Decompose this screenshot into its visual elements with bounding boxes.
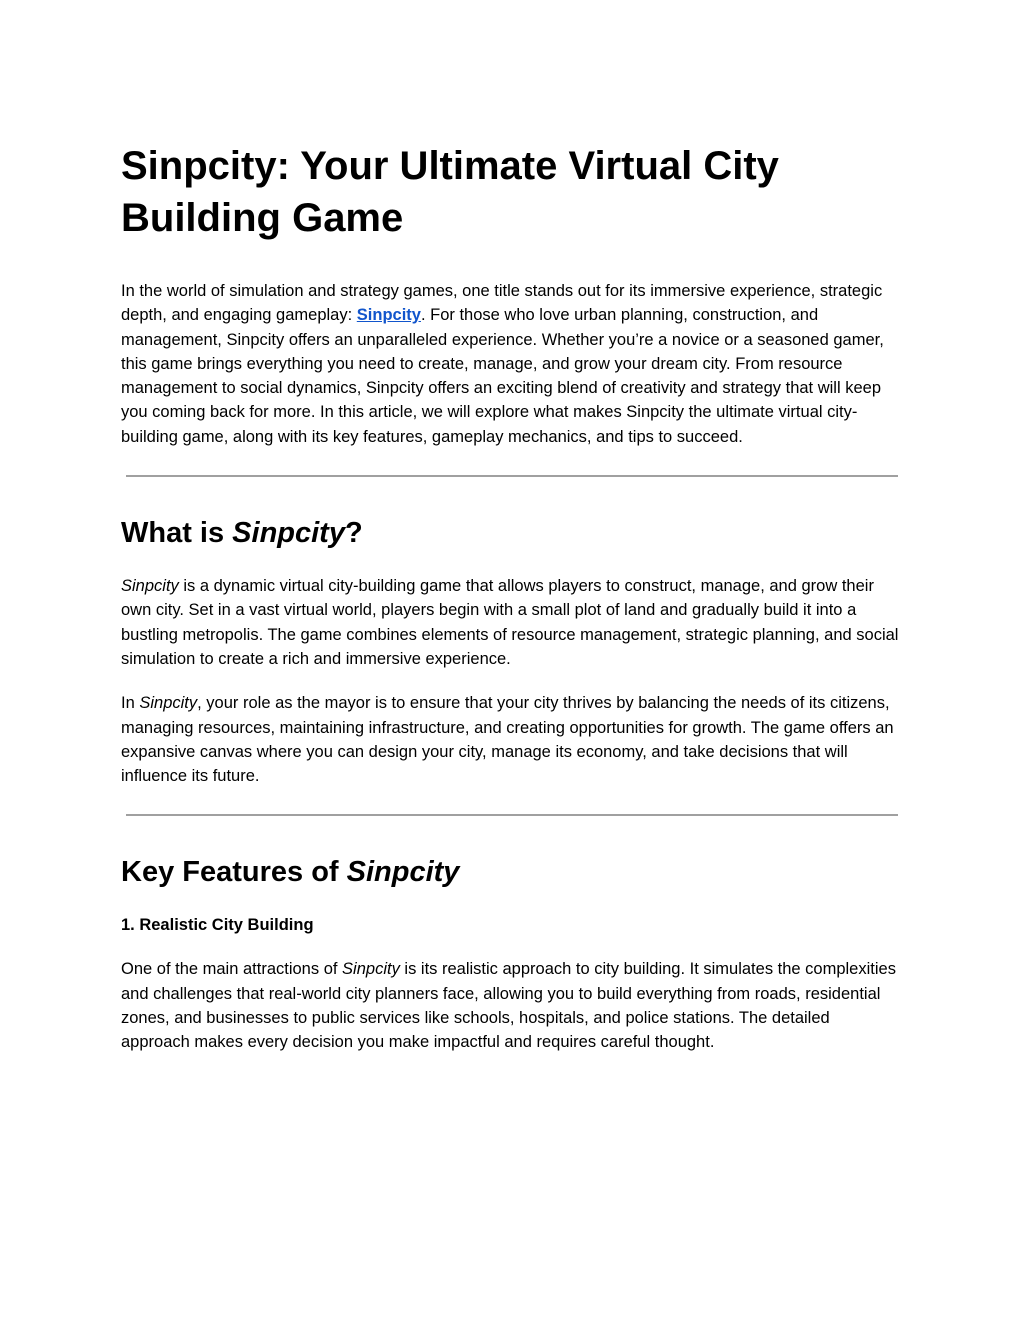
intro-paragraph [121,279,901,449]
section-heading-what-is [121,515,901,551]
game-name-emphasis: Sinpcity [139,694,198,713]
heading-suffix: ? [344,517,363,550]
paragraph-text: , your role as the mayor is to ensure that your city thrives by balancing the needs of its citizens, managing resources, maintaining infrastructure, and creating opportunities for growth. The game offers an expansive canvas where you can design your city, manage its economy, and take decisions that will influence its future. [121,694,894,786]
heading-emphasis: Sinpcity [346,856,460,889]
heading-text: What is [121,517,233,550]
paragraph-text: is its realistic approach to city building. It simulates the complexities and challenges that real-world city planners face, allowing you to build everything from roads, residential zones, and businesses to public services like schools, hospitals, and police stations. The detailed approach makes every decision you make impactful and requires careful thought. [121,960,896,1052]
document-page [121,140,901,1075]
intro-text-after-link: . For those who love urban planning, construction, and management, Sinpcity offers an unparalleled experience. Whether you’re a novice or a seasoned gamer, this game brings everything you need to create, manage, and grow your dream city. From resource management to social dynamics, Sinpcity offers an exciting blend of creativity and strategy that will keep you coming back for more. In this article, we will explore what makes Sinpcity the ultimate virtual city-building game, along with its key features, gameplay mechanics, and tips to succeed. [121,306,884,446]
paragraph-prefix: In [121,694,140,713]
heading-emphasis: Sinpcity [232,517,345,550]
paragraph-text: is a dynamic virtual city-building game that allows players to construct, manage, and grow their own city. Set in a vast virtual world, players begin with a small plot of land and gradually build it into a bustling metropolis. The game combines elements of resource management, strategic planning, and social simulation to create a rich and immersive experience. [121,577,899,668]
paragraph-prefix: One of the main attractions of [121,960,343,979]
realistic-city-building-paragraph [121,957,901,1054]
article-title: Sinpcity: Your Ultimate Virtual City Building Game [121,144,779,240]
game-name-emphasis: Sinpcity [121,577,179,596]
intro-text-before-link: In the world of simulation and strategy games, one title stands out for its immersive experience, strategic depth, and engaging gameplay: [121,282,883,325]
heading-text: Key Features of [121,856,347,889]
what-is-paragraph-1 [121,574,901,671]
sinpcity-link[interactable]: Sinpcity [356,306,421,325]
game-name-emphasis: Sinpcity [342,960,400,979]
subheading-realistic-city-building: 1. Realistic City Building [121,916,314,935]
what-is-paragraph-2 [121,691,901,788]
section-heading-key-features [121,854,901,890]
